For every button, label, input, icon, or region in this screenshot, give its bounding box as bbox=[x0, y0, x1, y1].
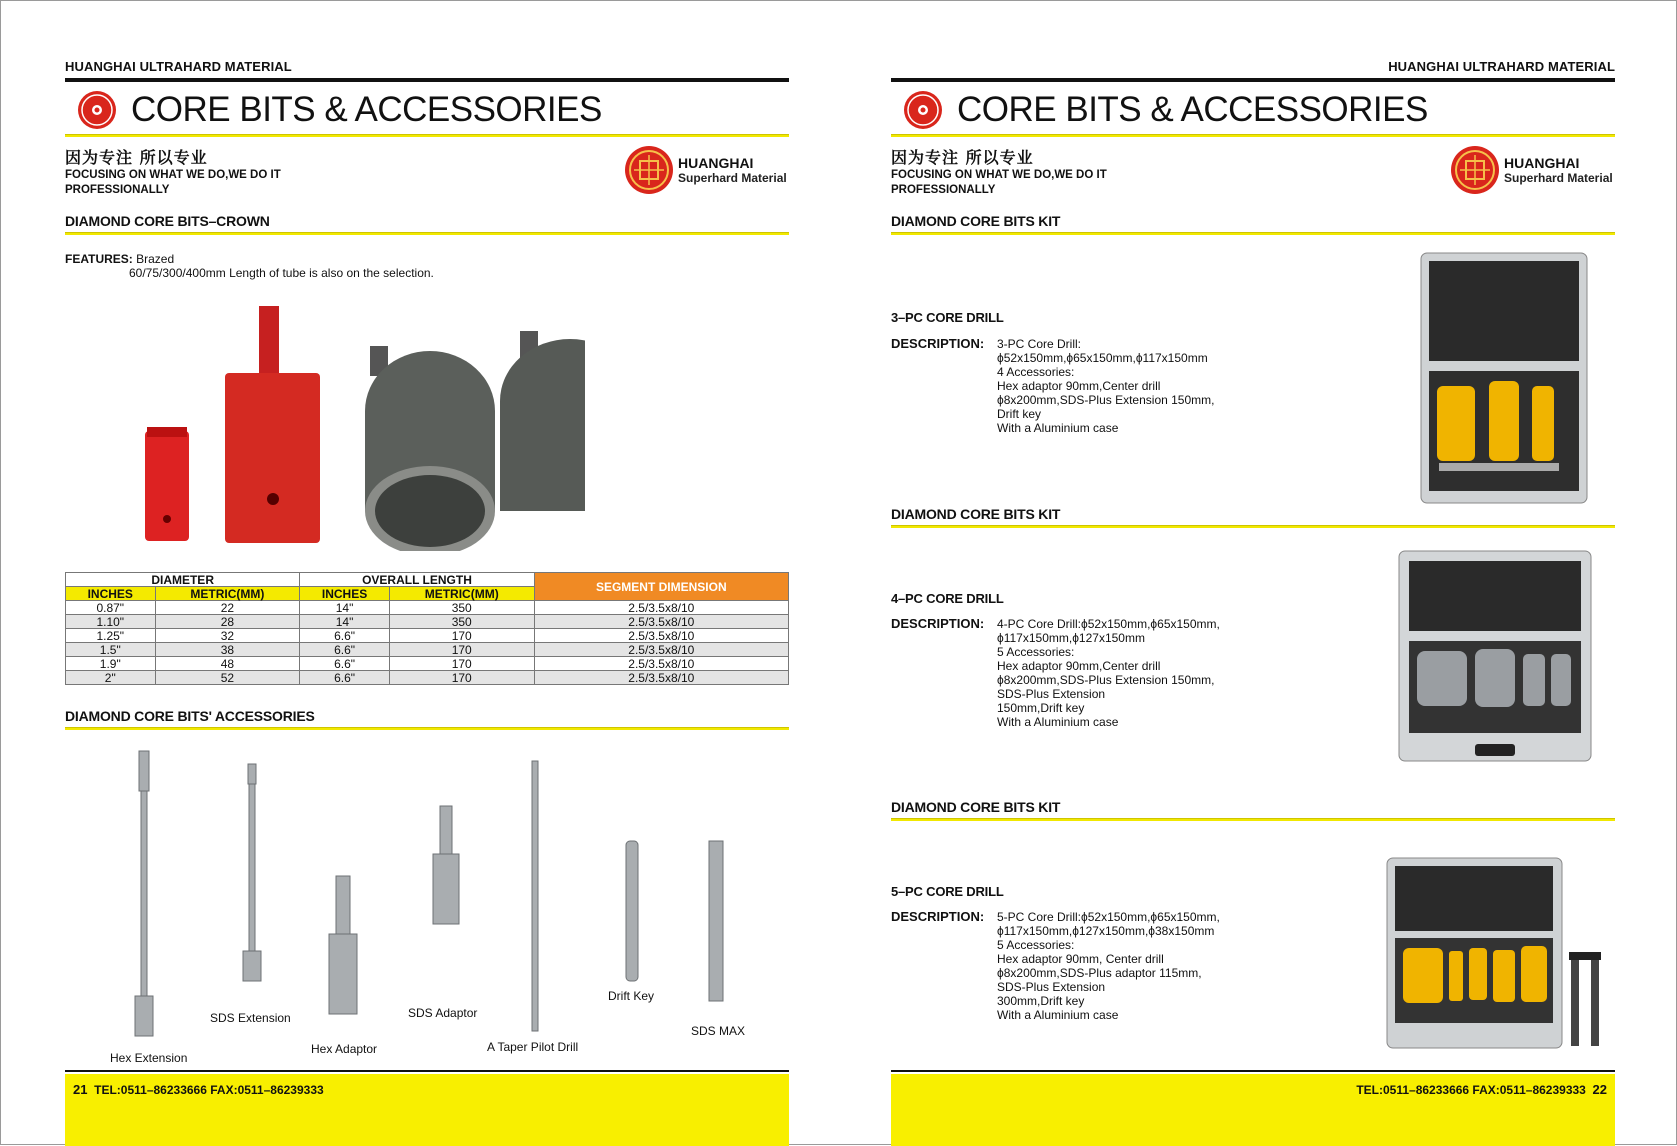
column-header: INCHES bbox=[66, 587, 156, 601]
brand-logo bbox=[1450, 145, 1613, 195]
table-cell: 1.25" bbox=[66, 629, 156, 643]
description-line: ϕ117x150mm,ϕ127x150mm bbox=[997, 631, 1145, 645]
features-text: Brazed bbox=[136, 252, 175, 266]
footer bbox=[1356, 1082, 1607, 1097]
description-text bbox=[997, 337, 1257, 435]
kit-name: 5–PC CORE DRILL bbox=[891, 884, 1004, 899]
section-rule bbox=[891, 818, 1615, 821]
table-cell: 28 bbox=[155, 615, 300, 629]
accessory-label: Drift Key bbox=[608, 989, 655, 1003]
table-cell: 350 bbox=[389, 615, 534, 629]
accessory-label: Hex Extension bbox=[110, 1051, 188, 1065]
page-number: 22 bbox=[1592, 1082, 1607, 1097]
section-rule bbox=[65, 232, 789, 235]
table-cell: 170 bbox=[389, 671, 534, 685]
table-cell: 0.87" bbox=[66, 601, 156, 615]
kit-case-photo bbox=[1419, 251, 1589, 506]
section-rule bbox=[891, 232, 1615, 235]
brand-name: HUANGHAI bbox=[678, 155, 754, 171]
kit-name: 3–PC CORE DRILL bbox=[891, 310, 1004, 325]
description-text bbox=[997, 617, 1257, 729]
brand-emblem-icon bbox=[1450, 145, 1500, 195]
kit-case-photo bbox=[1397, 549, 1593, 764]
table-cell: 170 bbox=[389, 643, 534, 657]
section-heading: DIAMOND CORE BITS KIT bbox=[891, 799, 1061, 815]
description-line: ϕ8x200mm,SDS-Plus Extension 150mm, bbox=[997, 673, 1215, 687]
accessory-label: SDS Adaptor bbox=[408, 1006, 478, 1020]
brand-subtitle: Superhard Material bbox=[1504, 171, 1613, 185]
features-text: 60/75/300/400mm Length of tube is also on the selection. bbox=[129, 266, 434, 280]
page-number: 21 bbox=[73, 1082, 88, 1097]
left-page bbox=[65, 1, 789, 1146]
company-name: HUANGHAI ULTRAHARD MATERIAL bbox=[1388, 59, 1615, 74]
description-line: With a Aluminium case bbox=[997, 421, 1119, 435]
header-rule bbox=[65, 78, 789, 82]
contact-info: TEL:0511–86233666 FAX:0511–86239333 bbox=[1356, 1083, 1586, 1097]
description-text bbox=[997, 910, 1257, 1022]
kit-name: 4–PC CORE DRILL bbox=[891, 591, 1004, 606]
section-heading: DIAMOND CORE BITS' ACCESSORIES bbox=[65, 708, 315, 724]
spec-table bbox=[65, 572, 789, 685]
title-rule bbox=[891, 134, 1615, 137]
description-line: 5-PC Core Drill:ϕ52x150mm,ϕ65x150mm, bbox=[997, 910, 1220, 924]
table-cell: 32 bbox=[155, 629, 300, 643]
column-header: METRIC(MM) bbox=[155, 587, 300, 601]
tagline-line: PROFESSIONALLY bbox=[891, 184, 996, 196]
description-line: ϕ117x150mm,ϕ127x150mm,ϕ38x150mm bbox=[997, 924, 1215, 938]
title-row bbox=[77, 87, 602, 133]
description-line: ϕ8x200mm,SDS-Plus adaptor 115mm, bbox=[997, 966, 1202, 980]
features bbox=[65, 252, 434, 280]
description-label: DESCRIPTION: bbox=[891, 616, 985, 631]
saw-blade-icon bbox=[77, 90, 117, 130]
core-bits-photo bbox=[145, 301, 585, 551]
table-row bbox=[66, 629, 789, 643]
brand-subtitle: Superhard Material bbox=[678, 171, 787, 185]
description-line: SDS-Plus Extension bbox=[997, 980, 1106, 994]
table-cell: 52 bbox=[155, 671, 300, 685]
section-rule bbox=[65, 727, 789, 730]
table-cell: 2.5/3.5x8/10 bbox=[534, 629, 788, 643]
description-line: With a Aluminium case bbox=[997, 715, 1119, 729]
description-label: DESCRIPTION: bbox=[891, 909, 985, 924]
description-line: ϕ8x200mm,SDS-Plus Extension 150mm, bbox=[997, 393, 1215, 407]
table-cell: 1.10" bbox=[66, 615, 156, 629]
table-cell: 170 bbox=[389, 657, 534, 671]
table-cell: 6.6" bbox=[300, 629, 390, 643]
description-line: ϕ52x150mm,ϕ65x150mm,ϕ117x150mm bbox=[997, 351, 1208, 365]
description-label: DESCRIPTION: bbox=[891, 336, 985, 351]
table-row bbox=[66, 657, 789, 671]
section-heading: DIAMOND CORE BITS KIT bbox=[891, 213, 1061, 229]
tagline bbox=[891, 168, 1151, 198]
title-rule bbox=[65, 134, 789, 137]
table-cell: 2.5/3.5x8/10 bbox=[534, 657, 788, 671]
accessory-label: SDS Extension bbox=[210, 1011, 291, 1025]
chinese-slogan: 因为专注 所以专业 bbox=[891, 148, 1034, 167]
description-line: Hex adaptor 90mm,Center drill bbox=[997, 379, 1161, 393]
accessory-label: A Taper Pilot Drill bbox=[487, 1040, 579, 1054]
accessory-label: Hex Adaptor bbox=[311, 1042, 378, 1056]
tagline-line: FOCUSING ON WHAT WE DO,WE DO IT bbox=[65, 169, 281, 181]
page-title: CORE BITS & ACCESSORIES bbox=[957, 90, 1428, 129]
table-row bbox=[66, 643, 789, 657]
tagline-line: PROFESSIONALLY bbox=[65, 184, 170, 196]
table-cell: 170 bbox=[389, 629, 534, 643]
description-line: Drift key bbox=[997, 407, 1042, 421]
table-cell: 2.5/3.5x8/10 bbox=[534, 601, 788, 615]
description-line: Hex adaptor 90mm, Center drill bbox=[997, 952, 1164, 966]
accessory-label: SDS MAX bbox=[691, 1024, 746, 1038]
table-cell: 14" bbox=[300, 601, 390, 615]
brand-emblem-icon bbox=[624, 145, 674, 195]
description-line: Hex adaptor 90mm,Center drill bbox=[997, 659, 1161, 673]
saw-blade-icon bbox=[903, 90, 943, 130]
footer-rule bbox=[891, 1070, 1615, 1072]
contact-info: TEL:0511–86233666 FAX:0511–86239333 bbox=[94, 1083, 324, 1097]
description-line: 3-PC Core Drill: bbox=[997, 337, 1082, 351]
column-header: METRIC(MM) bbox=[389, 587, 534, 601]
section-heading: DIAMOND CORE BITS–CROWN bbox=[65, 213, 270, 229]
table-cell: 2.5/3.5x8/10 bbox=[534, 643, 788, 657]
description-line: 300mm,Drift key bbox=[997, 994, 1085, 1008]
features-label: FEATURES: bbox=[65, 252, 133, 266]
chinese-slogan: 因为专注 所以专业 bbox=[65, 148, 208, 167]
description-line: SDS-Plus Extension bbox=[997, 687, 1106, 701]
table-cell: 38 bbox=[155, 643, 300, 657]
footer bbox=[73, 1082, 324, 1097]
table-cell: 2.5/3.5x8/10 bbox=[534, 671, 788, 685]
section-rule bbox=[891, 525, 1615, 528]
table-row bbox=[66, 671, 789, 685]
table-row bbox=[66, 615, 789, 629]
section-heading: DIAMOND CORE BITS KIT bbox=[891, 506, 1061, 522]
description-line: 4-PC Core Drill:ϕ52x150mm,ϕ65x150mm, bbox=[997, 617, 1220, 631]
table-cell: 350 bbox=[389, 601, 534, 615]
brand-name: HUANGHAI bbox=[1504, 155, 1580, 171]
table-row bbox=[66, 601, 789, 615]
description-line: 4 Accessories: bbox=[997, 365, 1075, 379]
table-cell: 14" bbox=[300, 615, 390, 629]
table-cell: 1.9" bbox=[66, 657, 156, 671]
column-header: SEGMENT DIMENSION bbox=[534, 573, 788, 601]
table-cell: 6.6" bbox=[300, 643, 390, 657]
table-cell: 2" bbox=[66, 671, 156, 685]
footer-rule bbox=[65, 1070, 789, 1072]
column-header: INCHES bbox=[300, 587, 390, 601]
description-line: 5 Accessories: bbox=[997, 938, 1075, 952]
title-row bbox=[903, 87, 1428, 133]
brand-logo bbox=[624, 145, 787, 195]
group-header: DIAMETER bbox=[66, 573, 300, 587]
page-title: CORE BITS & ACCESSORIES bbox=[131, 90, 602, 129]
table-cell: 6.6" bbox=[300, 657, 390, 671]
table-cell: 22 bbox=[155, 601, 300, 615]
table-cell: 2.5/3.5x8/10 bbox=[534, 615, 788, 629]
right-page bbox=[891, 1, 1615, 1146]
group-header: OVERALL LENGTH bbox=[300, 573, 534, 587]
description-line: 150mm,Drift key bbox=[997, 701, 1085, 715]
company-name: HUANGHAI ULTRAHARD MATERIAL bbox=[65, 59, 292, 74]
header-rule bbox=[891, 78, 1615, 82]
kit-case-photo bbox=[1381, 856, 1607, 1051]
table-cell: 1.5" bbox=[66, 643, 156, 657]
description-line: 5 Accessories: bbox=[997, 645, 1075, 659]
tagline-line: FOCUSING ON WHAT WE DO,WE DO IT bbox=[891, 169, 1107, 181]
table-cell: 6.6" bbox=[300, 671, 390, 685]
tagline bbox=[65, 168, 325, 198]
description-line: With a Aluminium case bbox=[997, 1008, 1119, 1022]
table-cell: 48 bbox=[155, 657, 300, 671]
